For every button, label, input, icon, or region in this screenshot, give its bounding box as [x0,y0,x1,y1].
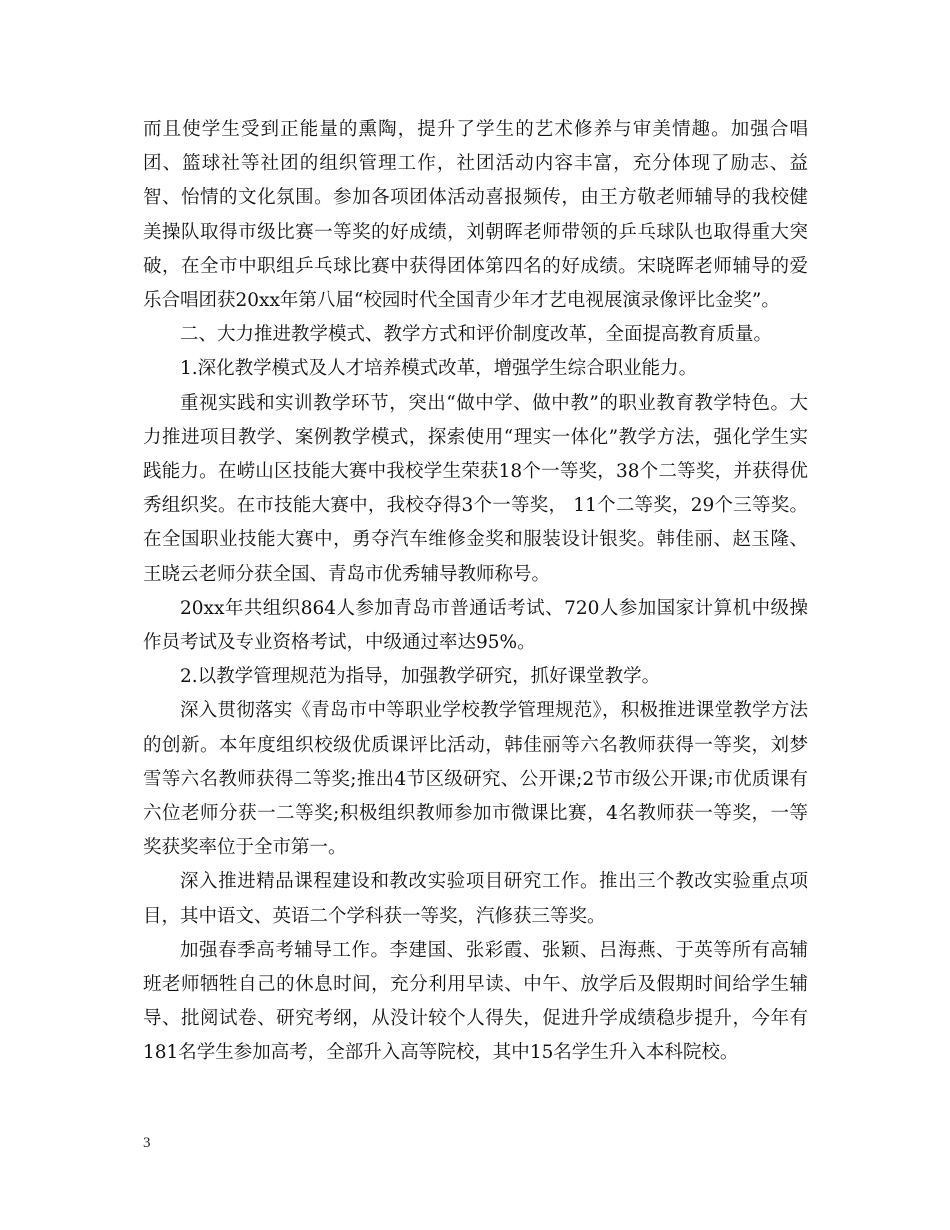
paragraph-skills-competition: 重视实践和实训教学环节，突出“做中学、做中教”的职业教育教学特色。大力推进项目教学、案例教学模式，探索使用“理实一体化”教学方法，强化学生实践能力。在崂山区技能大赛中我校学生荣获18个一等奖，38个二等奖，并获得优秀组织奖。在市技能大赛中，我校夺得3个一等奖， 11个二等奖，29个三等奖。在全国职业技能大赛中，勇夺汽车维修金奖和服装设计银奖。韩佳丽、赵玉隆、王晓云老师分获全国、青岛市优秀辅导教师称号。 [143,392,808,585]
paragraph-quality-lessons: 深入贯彻落实《青岛市中等职业学校教学管理规范》，积极推进课堂教学方法的创新。本年度组织校级优质课评比活动，韩佳丽等六名教师获得一等奖，刘梦雪等六名教师获得二等奖;推出4节区级研究、公开课;2节市级公开课;市优质课有六位老师分获一二等奖;积极组织教师参加市微课比赛，4名教师获一等奖，一等奖获奖率位于全市第一。 [143,700,808,859]
page-number: 3 [143,1135,151,1151]
document-body [143,113,808,1071]
subheading-teaching-management: 2.以教学管理规范为指导，加强教学研究，抓好课堂教学。 [180,666,661,688]
paragraph-activities: 而且使学生受到正能量的熏陶，提升了学生的艺术修养与审美情趣。加强合唱团、篮球社等社团的组织管理工作，社团活动内容丰富，充分体现了励志、益智、怡情的文化氛围。参加各项团体活动喜报频传，由王方敬老师辅导的我校健美操队取得市级比赛一等奖的好成绩，刘朝晖老师带领的乒乓球队也取得重大突破，在全市中职组乒乓球比赛中获得团体第四名的好成绩。宋晓晖老师辅导的爱乐合唱团获20xx年第八届“校园时代全国青少年才艺电视展演录像评比金奖”。 [143,119,808,312]
paragraph-exams: 20xx年共组织864人参加青岛市普通话考试、720人参加国家计算机中级操作员考试及专业资格考试，中级通过率达95%。 [143,597,808,654]
paragraph-college-exam: 加强春季高考辅导工作。李建国、张彩霞、张颖、吕海燕、于英等所有高辅班老师牺牲自己的休息时间，充分利用早读、中午、放学后及假期时间给学生辅导、批阅试卷、研究考纲，从没计较个人得失，促进升学成绩稳步提升，今年有181名学生参加高考，全部升入高等院校，其中15名学生升入本科院校。 [143,939,808,1064]
section-heading-teaching-reform: 二、大力推进教学模式、教学方式和评价制度改革，全面提高教育质量。 [180,324,773,346]
subheading-teaching-model: 1.深化教学模式及人才培养模式改革，增强学生综合职业能力。 [180,358,698,380]
paragraph-curriculum-projects: 深入推进精品课程建设和教改实验项目研究工作。推出三个教改实验重点项目，其中语文、英语二个学科获一等奖，汽修获三等奖。 [143,871,808,927]
